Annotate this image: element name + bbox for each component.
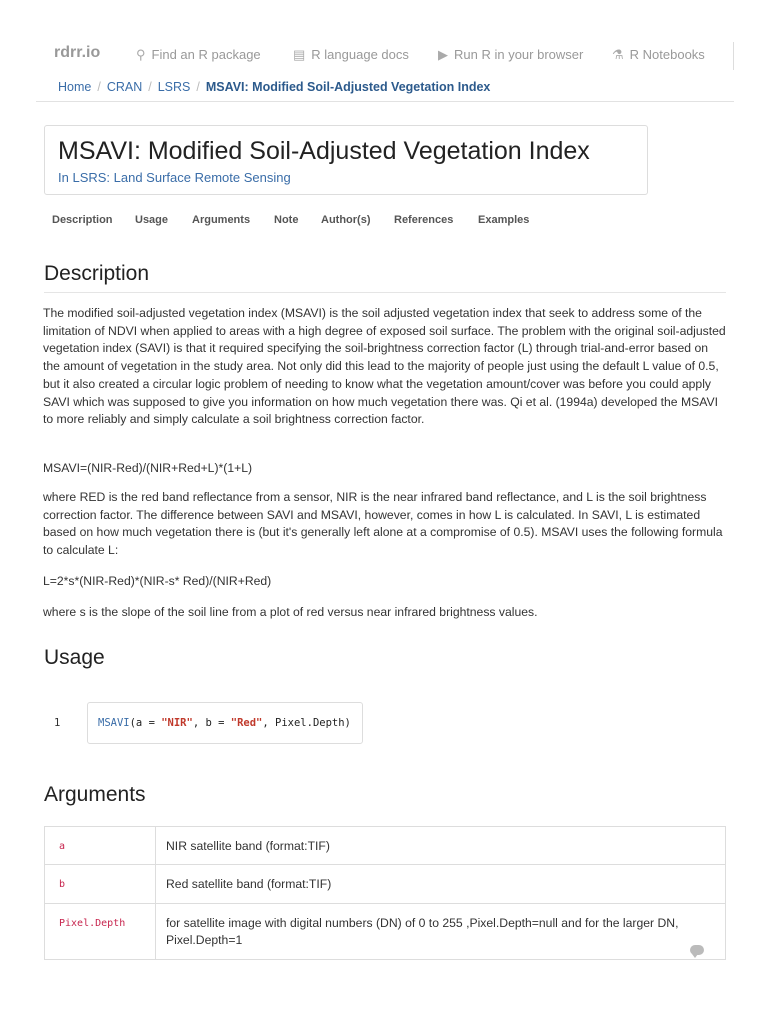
table-row: [45, 827, 726, 865]
breadcrumb-lsrs[interactable]: LSRS: [157, 80, 191, 94]
code-string: "NIR": [161, 717, 193, 729]
section-link-references[interactable]: References: [394, 214, 454, 226]
table-row: [45, 904, 726, 960]
arguments-table: [44, 826, 726, 960]
argument-name: a: [45, 827, 156, 865]
play-icon: ▶: [438, 47, 448, 62]
argument-description: NIR satellite band (format:TIF): [166, 839, 330, 853]
section-link-arguments[interactable]: Arguments: [192, 214, 251, 226]
breadcrumb: [58, 80, 490, 94]
brand-logo-link[interactable]: rdrr.io: [54, 44, 101, 61]
nav-link-label: Find an R package: [151, 47, 261, 62]
argument-name: b: [45, 865, 156, 904]
code-line-number: 1: [54, 717, 61, 729]
top-navbar: [0, 0, 768, 72]
description-paragraph: The modified soil-adjusted vegetation index (MSAVI) is the soil adjusted vegetation index that seek to address some of the limitation of NDVI when applied to areas with a high degree of exposed soil surface. The problem with the original soil-adjusted vegetation index (SAVI) is that it required specifying the soil-brightness correction factor (L) through trial-and-error based on the amount of vegetation in the study area. Not only did this lead to the majority of people just using the default L value of 0.5, but it also created a circular logic problem of needing to know what the vegetation amount/cover was before you could apply SAVI which was supposed to give you information on how much vegetation there was. Qi et al. (1994a) developed the MSAVI to more reliably and simply calculate a soil brightness correction factor.: [43, 306, 726, 427]
package-prefix: In: [58, 170, 69, 185]
code-token: , b =: [192, 717, 231, 729]
section-link-usage[interactable]: Usage: [135, 214, 169, 226]
heading-divider: [44, 292, 726, 293]
code-token: (a =: [129, 717, 162, 729]
table-row: [45, 865, 726, 904]
breadcrumb-current: MSAVI: Modified Soil-Adjusted Vegetation Index: [205, 80, 491, 94]
usage-code: [98, 717, 351, 729]
nav-notebooks-link[interactable]: [612, 47, 705, 63]
usage-code-block: [87, 702, 363, 744]
nav-find-package-link[interactable]: [136, 47, 261, 63]
page-title: MSAVI: Modified Soil-Adjusted Vegetation Index: [58, 137, 590, 165]
section-link-authors[interactable]: Author(s): [321, 214, 371, 226]
argument-description: for satellite image with digital numbers (DN) of 0 to 255 ,Pixel.Depth=null and for the larger DN, Pixel.Depth=1: [156, 904, 726, 960]
nav-link-label: Run R in your browser: [454, 47, 584, 62]
flask-icon: ⚗: [612, 47, 624, 62]
description-heading: Description: [44, 262, 150, 285]
formula-msavi: MSAVI=(NIR-Red)/(NIR+Red+L)*(1+L): [43, 461, 253, 475]
code-function-name: MSAVI: [98, 717, 130, 729]
breadcrumb-separator: /: [97, 80, 101, 94]
breadcrumb-cran[interactable]: CRAN: [106, 80, 143, 94]
code-token: , Pixel.Depth): [262, 717, 351, 729]
breadcrumb-separator: /: [148, 80, 152, 94]
arguments-heading: Arguments: [44, 783, 146, 806]
nav-link-label: R Notebooks: [629, 47, 705, 62]
search-icon: ⚲: [136, 47, 146, 62]
usage-heading: Usage: [44, 646, 105, 669]
package-name: LSRS: Land Surface Remote Sensing: [72, 170, 291, 185]
argument-description: Red satellite band (format:TIF): [156, 865, 726, 904]
code-string: "Red": [230, 717, 263, 729]
section-link-note[interactable]: Note: [274, 214, 299, 226]
nav-run-r-link[interactable]: [438, 47, 583, 63]
argument-name: Pixel.Depth: [45, 904, 156, 960]
formula-l: L=2*s*(NIR-Red)*(NIR-s* Red)/(NIR+Red): [43, 574, 272, 588]
description-paragraph: where RED is the red band reflectance from a sensor, NIR is the near infrared band reflectance, and L is the soil brightness correction factor. The difference between SAVI and MSAVI, however, comes in how L is calculated. In SAVI, L is estimated based on how much vegetation there is (but it's generally left alone at a compromise of 0.5). MSAVI uses the following formula to calculate L:: [43, 490, 723, 558]
section-link-description[interactable]: Description: [52, 214, 113, 226]
package-link[interactable]: [58, 170, 291, 185]
description-paragraph: where s is the slope of the soil line from a plot of red versus near infrared brightness values.: [43, 605, 538, 619]
nav-r-docs-link[interactable]: [293, 47, 409, 63]
nav-link-label: R language docs: [311, 47, 409, 62]
nav-divider: [733, 42, 734, 70]
section-link-examples[interactable]: Examples: [478, 214, 530, 226]
breadcrumb-home[interactable]: Home: [58, 80, 92, 94]
title-panel: [44, 125, 648, 195]
document-icon: ▤: [293, 47, 306, 62]
breadcrumb-separator: /: [196, 80, 200, 94]
comment-icon[interactable]: [690, 945, 704, 955]
breadcrumb-divider: [36, 101, 734, 102]
